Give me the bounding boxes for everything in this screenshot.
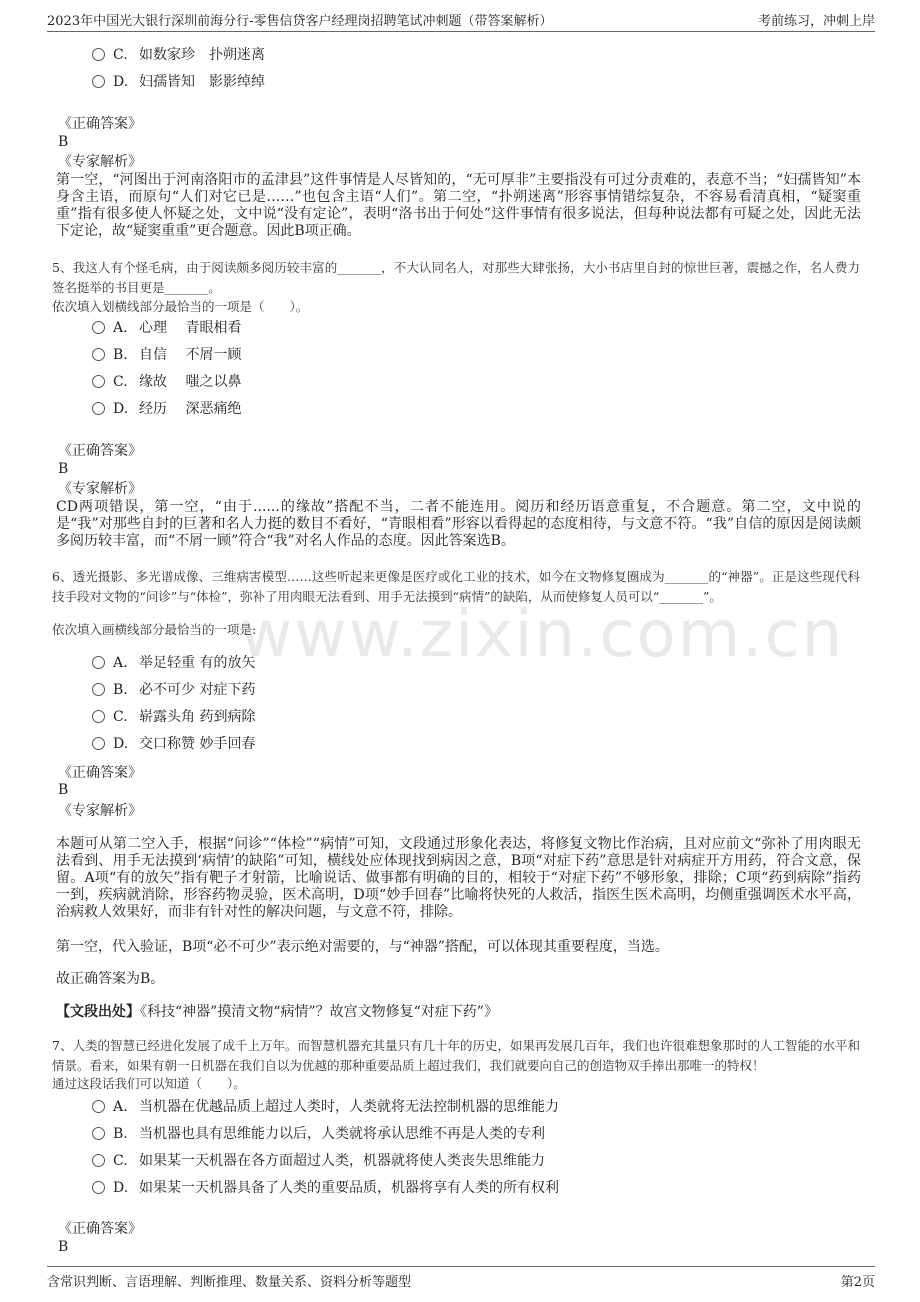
radio-icon[interactable] — [92, 75, 105, 88]
page-number: 第2页 — [840, 1275, 875, 1290]
q6-analysis-heading: 《专家解析》 — [58, 803, 142, 819]
q6-answer: B — [58, 782, 69, 798]
header-divider — [47, 31, 875, 32]
q4-analysis-heading: 《专家解析》 — [58, 154, 142, 170]
q4-option-c[interactable]: C. 如数家珍 扑朔迷离 — [92, 43, 265, 67]
radio-icon[interactable] — [92, 375, 105, 388]
q6-prompt: 依次填入画横线部分最恰当的一项是: — [52, 622, 257, 637]
radio-icon[interactable] — [92, 402, 105, 415]
q5-analysis-heading: 《专家解析》 — [58, 481, 142, 497]
radio-icon[interactable] — [92, 48, 105, 61]
q5-answer-heading: 《正确答案》 — [58, 443, 142, 459]
radio-icon[interactable] — [92, 321, 105, 334]
q7-stem: 7、人类的智慧已经进化发展了成千上万年。而智慧机器充其量只有几十年的历史，如果再发展几百年，我们也许很难想象那时的人工智能的水平和情景。看来，如果有朝一日机器在我们自以为优越的那种重要品质上超过我们，我们就要向自己的创造物双手捧出那唯一的特权！ — [52, 1038, 860, 1073]
q5-option-b[interactable]: B. 自信 不屑一顾 — [92, 343, 241, 367]
header-slogan: 考前练习，冲刺上岸 — [757, 14, 875, 29]
q5-analysis: CD两项错误，第一空，“由于......的缘故”搭配不当，二者不能连用。阅历和经历语意重复，不合题意。第二空，文中说的是“我”对那些自封的巨著和名人力挺的数目不看好，“青眼相看”形容以看得起的态度相待，与文意不符。“我”自信的原因是阅读颇多阅历较丰富，而“不屑一顾”符合“我”对名人作品的态度。因此答案选B。 — [56, 499, 861, 549]
q5-option-c[interactable]: C. 缘故 嗤之以鼻 — [92, 370, 241, 394]
q5-option-a[interactable]: A. 心理 青眼相看 — [92, 316, 241, 340]
radio-icon[interactable] — [92, 710, 105, 723]
radio-icon[interactable] — [92, 683, 105, 696]
q7-option-a[interactable]: A. 当机器在优越品质上超过人类时，人类就将无法控制机器的思维能力 — [92, 1095, 559, 1119]
page-header — [0, 0, 920, 36]
q6-option-c[interactable]: C. 崭露头角 药到病除 — [92, 705, 255, 729]
q6-analysis-p2: 第一空，代入验证，B项“必不可少”表示绝对需要的，与“神器”搭配，可以体现其重要程度，当选。 — [56, 939, 669, 955]
q4-option-d[interactable]: D. 妇孺皆知 影影绰绰 — [92, 70, 265, 94]
q5-stem: 5、我这人有个怪毛病，由于阅读颇多阅历较丰富的_______，不大认同名人，对那些大肆张扬，大小书店里自封的惊世巨著，震撼之作，名人费力签名挺举的书目更是_______。 — [52, 260, 860, 295]
radio-icon[interactable] — [92, 1181, 105, 1194]
radio-icon[interactable] — [92, 348, 105, 361]
q6-source — [56, 1002, 498, 1022]
q7-answer-heading: 《正确答案》 — [58, 1221, 142, 1237]
radio-icon[interactable] — [92, 737, 105, 750]
q6-stem: 6、透光摄影、多光谱成像、三维病害模型……这些听起来更像是医疗或化工业的技术，如今在文物修复圈成为_______的“神器”。正是这些现代科技手段对文物的“问诊”与“体检”，弥补了用肉眼无法看到、用手无法摸到“病情”的缺陷，从而使修复人员可以“_______”。 — [52, 569, 860, 604]
q7-option-b[interactable]: B. 当机器也具有思维能力以后，人类就将承认思维不再是人类的专利 — [92, 1122, 545, 1146]
radio-icon[interactable] — [92, 1127, 105, 1140]
footer-divider — [47, 1266, 875, 1267]
q5-prompt: 依次填入划横线部分最恰当的一项是（ ）。 — [52, 299, 309, 314]
radio-icon[interactable] — [92, 656, 105, 669]
q7-prompt: 通过这段话我们可以知道（ ）。 — [52, 1076, 246, 1091]
q5-option-d[interactable]: D. 经历 深恶痛绝 — [92, 397, 241, 421]
radio-icon[interactable] — [92, 1154, 105, 1167]
q6-option-a[interactable]: A. 举足轻重 有的放矢 — [92, 651, 255, 675]
q5-answer: B — [58, 461, 69, 477]
radio-icon[interactable] — [92, 1100, 105, 1113]
q6-analysis-p3: 故正确答案为B。 — [56, 971, 165, 987]
q4-analysis: 第一空，“河图出于河南洛阳市的孟津县”这件事情是人尽皆知的，“无可厚非”主要指没有可过分责难的，表意不当；“妇孺皆知”本身含主语，而原句“人们对它已是……”也包含主语“人们”。第二空，“扑朔迷离”形容事情错综复杂，不容易看清真相，“疑窦重重”指有很多使人怀疑之处，文中说“没有定论”，表明“洛书出于何处”这件事情有很多说法，但每种说法都有可疑之处，因此无法下定论，故“疑窦重重”更合题意。因此B项正确。 — [56, 172, 861, 239]
q7-option-c[interactable]: C. 如果某一天机器在各方面超过人类，机器就将使人类丧失思维能力 — [92, 1149, 545, 1173]
q6-option-d[interactable]: D. 交口称赞 妙手回春 — [92, 732, 255, 756]
q4-answer-heading: 《正确答案》 — [58, 116, 142, 132]
q7-option-d[interactable]: D. 如果某一天机器具备了人类的重要品质，机器将享有人类的所有权利 — [92, 1176, 559, 1200]
watermark: www.zixin.com.cn — [240, 598, 845, 672]
q6-analysis-p1: 本题可从第二空入手，根据“问诊”“体检”“病情”可知，文段通过形象化表达，将修复文物比作治病，且对应前文“弥补了用肉眼无法看到、用手无法摸到‘病情’的缺陷”可知，横线处应体现找到病因之意，B项“对症下药”意思是针对病症开方用药，符合文意，保留。A项“有的放矢”指有靶子才射箭，比喻说话、做事都有明确的目的，相较于“对症下药”不够形象，排除；C项“药到病除”指药一到，疾病就消除，形容药物灵验，医术高明，D项“妙手回春”比喻将快死的人救活，指医生医术高明，均侧重强调医术水平高，治病救人效果好，而非有针对性的解决问题，与文意不符，排除。 — [56, 836, 861, 920]
page-footer — [0, 1262, 920, 1302]
source-label: 【文段出处】 — [56, 1004, 140, 1020]
footer-note: 含常识判断、言语理解、判断推理、数量关系、资料分析等题型 — [47, 1275, 412, 1290]
q6-option-b[interactable]: B. 必不可少 对症下药 — [92, 678, 255, 702]
q6-answer-heading: 《正确答案》 — [58, 765, 142, 781]
source-text: 《科技“神器”摸清文物“病情”？故宫文物修复“对症下药”》 — [140, 1004, 498, 1020]
q7-answer: B — [58, 1239, 69, 1255]
document-title: 2023年中国光大银行深圳前海分行-零售信贷客户经理岗招聘笔试冲刺题（带答案解析） — [47, 14, 553, 29]
q4-answer: B — [58, 134, 69, 150]
